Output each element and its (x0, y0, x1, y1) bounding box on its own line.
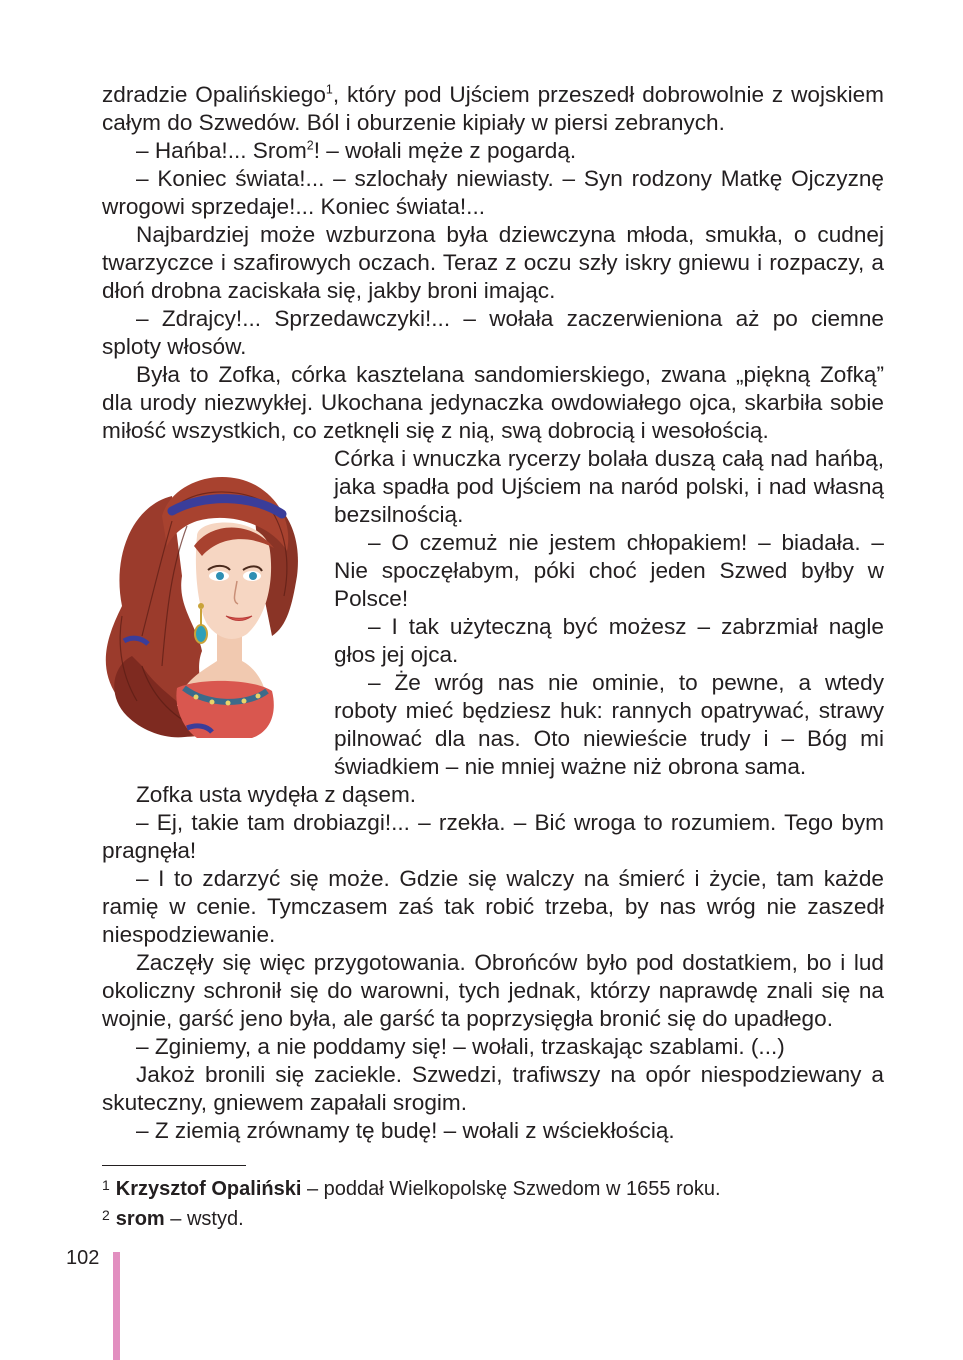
footnotes (102, 1172, 721, 1232)
footnote-divider (102, 1165, 246, 1166)
paragraph: Jakoż bronili się zaciekle. Szwedzi, trafiwszy na opór niespodziewany a skuteczny, gniewem zapałali srogim. (102, 1062, 884, 1115)
paragraph: – I to zdarzyć się może. Gdzie się walczy na śmierć i życie, tam każde ramię w cenie. Tymczasem zaś tak robić trzeba, by nas wróg nie zaszedł niespodziewanie. (102, 866, 884, 947)
girl-portrait-illustration (102, 466, 322, 748)
footnote: $^1$ Krzysztof Opaliński – poddał Wielkopolskę Szwedom w 1655 roku. (102, 1177, 721, 1200)
paragraph: Była to Zofka, córka kasztelana sandomierskiego, zwana „piękną Zofką” dla urody niezwykłej. Ukochana jedynaczka owdowiałego ojca, skarbiła sobie miłość wszystkich, co zetknęli się z nią, swą dobrocią i wesołością. (102, 362, 884, 443)
paragraph: – Z ziemią zrównamy tę budę! – wołali z wściekłością. (136, 1118, 675, 1143)
accent-bar (113, 1252, 120, 1360)
paragraph: Najbardziej może wzburzona była dziewczyna młoda, smukła, o cudnej twarzyczce i szafirowych oczach. Teraz z oczu szły iskry gniewu i rozpaczy, a dłoń drobna zaciskała się, jakby broni imając. (102, 222, 884, 303)
main-text-beside-illustration (334, 445, 884, 781)
paragraph: zdradzie Opalińskiego$^1$, który pod Ujściem przeszedł dobrowolnie z wojskiem całym do Szwedów. Ból i oburzenie kipiały w piersi zebranych. (102, 82, 884, 135)
paragraph: Zaczęły się więc przygotowania. Obrońców było pod dostatkiem, bo i lud okoliczny schronił się do warowni, tych jednak, którzy naprawdę znali się na wojnie, garść jeno była, ale garść ta poprzysięgła bronić się do upadłego. (102, 950, 884, 1031)
main-text-bottom (102, 781, 884, 1145)
paragraph: – Zdrajcy!... Sprzedawczyki!... – wołała zaczerwieniona aż po ciemne sploty włosów. (102, 306, 884, 359)
paragraph: – Zginiemy, a nie poddamy się! – wołali, trzaskając szablami. (...) (136, 1034, 785, 1059)
paragraph: Córka i wnuczka rycerzy bolała duszą całą nad hańbą, jaka spadła pod Ujściem na naród polski, i nad własną bezsilnością. (334, 446, 884, 527)
page-number: 102 (66, 1247, 100, 1269)
paragraph: – Koniec świata!... – szlochały niewiasty. – Syn rodzony Matkę Ojczyznę wrogowi sprzedaje!... Koniec świata!... (102, 166, 884, 219)
paragraph: – Hańba!... Srom$^2$! – wołali mężе z pogardą. (136, 138, 577, 163)
paragraph: – Że wróg nas nie ominie, to pewne, a wtedy roboty mieć będziesz huk: rannych opatrywać, strawy pilnować dla nas. Oto niewieście trudy i – Bóg mi świadkiem – nie mniej ważne niż obrona sama. (334, 670, 884, 779)
paragraph: – I tak użyteczną być możesz – zabrzmiał nagle głos jej ojca. (334, 614, 884, 667)
paragraph: – Ej, takie tam drobiazgi!... – rzekła. – Bić wroga to rozumiem. Tego bym pragnęła! (102, 810, 884, 863)
paragraph: – O czemuż nie jestem chłopakiem! – biadała. – Nie spoczęłabym, póki choć jeden Szwed byłby w Polsce! (334, 530, 884, 611)
main-text-top (102, 81, 884, 445)
paragraph: Zofka usta wydęła z dąsem. (136, 782, 417, 807)
footnote: $^2$ srom – wstyd. (102, 1207, 244, 1230)
